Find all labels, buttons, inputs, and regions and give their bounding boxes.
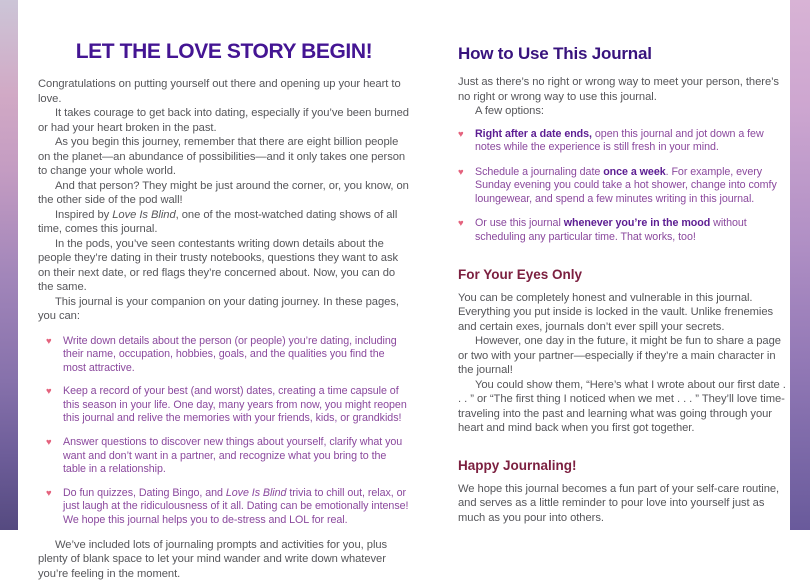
list-item [38,385,410,426]
paragraph: We hope this journal becomes a fun part of your self-care routine, and serves as a little reminder to pour love into yourself just as much as you pour into others. [458,482,780,524]
heart-icon: ♥ [46,386,52,398]
bold-run: once a week [603,165,666,178]
list-item [38,487,410,528]
bullet-text: Answer questions to discover new things about yourself, clarify what you want and don’t want in a partner, and recognize what you bring to the table in a relationship. [63,436,403,476]
text-run: Inspired by [55,208,113,221]
paragraph: This journal is your companion on your dating journey. In these pages, you can: [38,295,399,322]
subsection-title: For Your Eyes Only [458,266,583,282]
show-title-italic: Love Is Blind [225,486,287,499]
list-item [38,335,410,376]
bullet-text [63,487,410,528]
text-run: Do fun quizzes, Dating Bingo, and [63,486,226,499]
paragraph: And that person? They might be just around the corner, or, you know, on the other side of the pod wall! [38,179,409,206]
show-title-italic: Love Is Blind [112,208,176,221]
paragraph: Congratulations on putting yourself out there and opening up your heart to love. [38,78,401,105]
list-item [38,436,410,477]
paragraph: We’ve included lots of journaling prompts and activities for you, plus plenty of blank space to let your mind wander and write down whatever you’re feeling in the moment. [38,538,388,580]
list-item [458,166,789,207]
text-run: Schedule a journaling date [475,165,604,178]
text-run: without scheduling any particular time. That works, too! [475,217,747,244]
heart-icon: ♥ [46,487,52,499]
heart-icon: ♥ [46,437,52,449]
paragraph: As you begin this journey, remember that there are eight billion people on the planet—an abundance of possibilities—and it only takes one person to change your whole world. [38,136,406,177]
paragraph: It takes courage to get back into dating, especially if you’ve been burned or had your heart broken in the past. [38,107,409,134]
bullet-list [458,128,789,245]
subsection-title: Happy Journaling! [458,457,577,473]
page-title: LET THE LOVE STORY BEGIN! [75,40,373,63]
bold-run: Right after a date ends, [475,127,592,140]
paragraph: You can be completely honest and vulnerable in this journal. Everything you put inside is locked in the vault. Unlike frenemies and certain exes, journals don’t ever spill your secrets. [458,291,774,333]
page-right [458,44,789,525]
bullet-text [475,217,789,244]
paragraph: Just as there’s no right or wrong way to meet your person, there’s no right or wrong way to use this journal. [458,76,779,103]
section-title: How to Use This Journal [458,44,652,63]
bold-run: whenever you’re in the mood [563,217,711,230]
bullet-text: Keep a record of your best (and worst) dates, creating a time capsule of this season in your life. One day, many years from now, you might reopen this journal and relive the memories with your friends, kids, or grandkids! [63,385,407,425]
heart-icon: ♥ [458,128,464,140]
text-run: , one of the most-watched dating shows of all time, comes this journal. [38,208,398,235]
heart-icon: ♥ [458,166,464,178]
paragraph [38,208,410,237]
text-run: open this journal and jot down a few notes while the experience is still fresh in your mind. [475,127,764,154]
paragraph: A few options: [475,105,544,117]
left-gradient-edge [0,0,18,530]
page-left [38,40,410,581]
bullet-text: Write down details about the person (or people) you’re dating, including their name, occupation, hobbies, goals, and the qualities you find the most attractive. [63,334,397,374]
right-gradient-edge [790,0,810,530]
heart-icon: ♥ [458,218,464,230]
list-item [458,128,789,155]
text-run: . For example, every Sunday evening you could take a hot shower, change into comfy loungewear, and spend a few minutes writing in this journal. [475,165,777,205]
text-run: Or use this journal [475,217,564,230]
heart-icon: ♥ [46,335,52,347]
paragraph: In the pods, you’ve seen contestants writing down details about the people they’re dating in their trusty notebooks, questions they want to ask on their next date, or red flags they’re concerned about. Now, you can do the same. [38,237,399,293]
paragraph: You could show them, “Here’s what I wrote about our first date . . . ” or “The first thing I noticed when we met . . . ” They’ll love time-traveling into the past and learning what was going through your heart and mind back when you first got together. [458,378,786,435]
bullet-list [38,335,410,528]
paragraph: However, one day in the future, it might be fun to share a page or two with your partner—especially if they’re a main character in the journal! [458,335,781,377]
list-item [458,217,789,244]
bullet-text [475,166,789,207]
bullet-text [475,128,789,155]
text-run: trivia to chill out, relax, or just laugh at the ridiculousness of it all. Dating can be emotionally intense! We hope this journal helps you to de-stress and LOL for real. [63,486,409,527]
